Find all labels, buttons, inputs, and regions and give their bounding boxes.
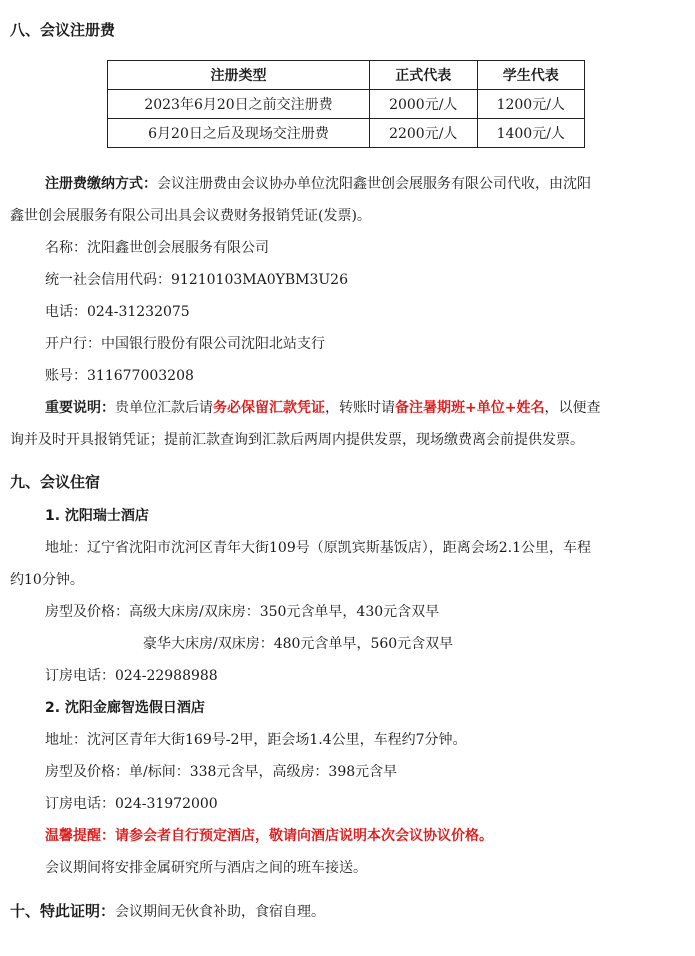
- notice-label: 重要说明：: [45, 400, 115, 416]
- notice-highlight: 务必保留汇款凭证: [213, 400, 325, 416]
- section-8-title: 八、会议注册费: [10, 21, 116, 39]
- payment-method-line2: 鑫世创会展服务有限公司出具会议费财务报销凭证(发票)。: [10, 208, 371, 224]
- company-name: 名称：沈阳鑫世创会展服务有限公司: [45, 240, 269, 256]
- registration-fee-table: [107, 60, 585, 148]
- section-10: [10, 901, 325, 922]
- hotel1-rooms-line1: 房型及价格：高级大床房/双床房：350元含单早，430元含双早: [45, 604, 440, 620]
- header-type: 注册类型: [108, 61, 370, 90]
- section-10-title: 十、特此证明：: [10, 902, 116, 920]
- hotel1-address-line2: 约10分钟。: [10, 572, 84, 588]
- hotel-tip: 温馨提醒：请参会者自行预定酒店，敬请向酒店说明本次会议协议价格。: [45, 828, 493, 844]
- hotel2-address: 地址：沈河区青年大街169号-2甲，距会场1.4公里，车程约7分钟。: [45, 732, 467, 748]
- cell-regular: 2000元/人: [370, 90, 477, 119]
- bank-name: 开户行：中国银行股份有限公司沈阳北站支行: [45, 336, 325, 352]
- table-row: [108, 90, 585, 119]
- notice-text: ，以便查: [544, 400, 601, 416]
- header-student: 学生代表: [477, 61, 585, 90]
- cell-student: 1200元/人: [477, 90, 585, 119]
- hotel1-title: 1. 沈阳瑞士酒店: [45, 508, 149, 524]
- hotel2-rooms: 房型及价格：单/标间：338元含早，高级房：398元含早: [45, 764, 398, 780]
- notice-highlight: 备注暑期班+单位+姓名: [395, 400, 545, 416]
- payment-method-text: 会议注册费由会议协办单位沈阳鑫世创会展服务有限公司代收，由沈阳: [157, 176, 591, 192]
- cell-type: 2023年6月20日之前交注册费: [108, 90, 370, 119]
- company-phone: 电话：024-31232075: [45, 304, 190, 320]
- hotel1-address-line1: 地址：辽宁省沈阳市沈河区青年大街109号（原凯宾斯基饭店），距离会场2.1公里，车程: [45, 540, 591, 556]
- important-notice-line2: 询并及时开具报销凭证；提前汇款查询到汇款后两周内提供发票，现场缴费离会前提供发票。: [10, 432, 584, 448]
- payment-method-label: 注册费缴纳方式：: [45, 176, 157, 192]
- account-number: 账号：311677003208: [45, 368, 194, 384]
- hotel1-rooms-line2: 豪华大床房/双床房：480元含单早，560元含双早: [143, 636, 454, 652]
- cell-type: 6月20日之后及现场交注册费: [108, 119, 370, 148]
- shuttle-note: 会议期间将安排金属研究所与酒店之间的班车接送。: [45, 860, 367, 876]
- cell-student: 1400元/人: [477, 119, 585, 148]
- notice-text: 贵单位汇款后请: [115, 400, 213, 416]
- credit-code: 统一社会信用代码：91210103MA0YBM3U26: [45, 272, 348, 288]
- section-10-text: 会议期间无伙食补助，食宿自理。: [115, 904, 326, 920]
- hotel1-phone: 订房电话：024-22988988: [45, 668, 218, 684]
- important-notice-line1: [45, 398, 600, 418]
- table-header-row: [108, 61, 585, 90]
- notice-text: ，转账时请: [325, 400, 395, 416]
- cell-regular: 2200元/人: [370, 119, 477, 148]
- section-9-title: 九、会议住宿: [10, 473, 101, 491]
- header-regular: 正式代表: [370, 61, 477, 90]
- payment-method-line1: [45, 174, 591, 194]
- table-row: [108, 119, 585, 148]
- hotel2-phone: 订房电话：024-31972000: [45, 796, 218, 812]
- hotel2-title: 2. 沈阳金廊智选假日酒店: [45, 700, 205, 716]
